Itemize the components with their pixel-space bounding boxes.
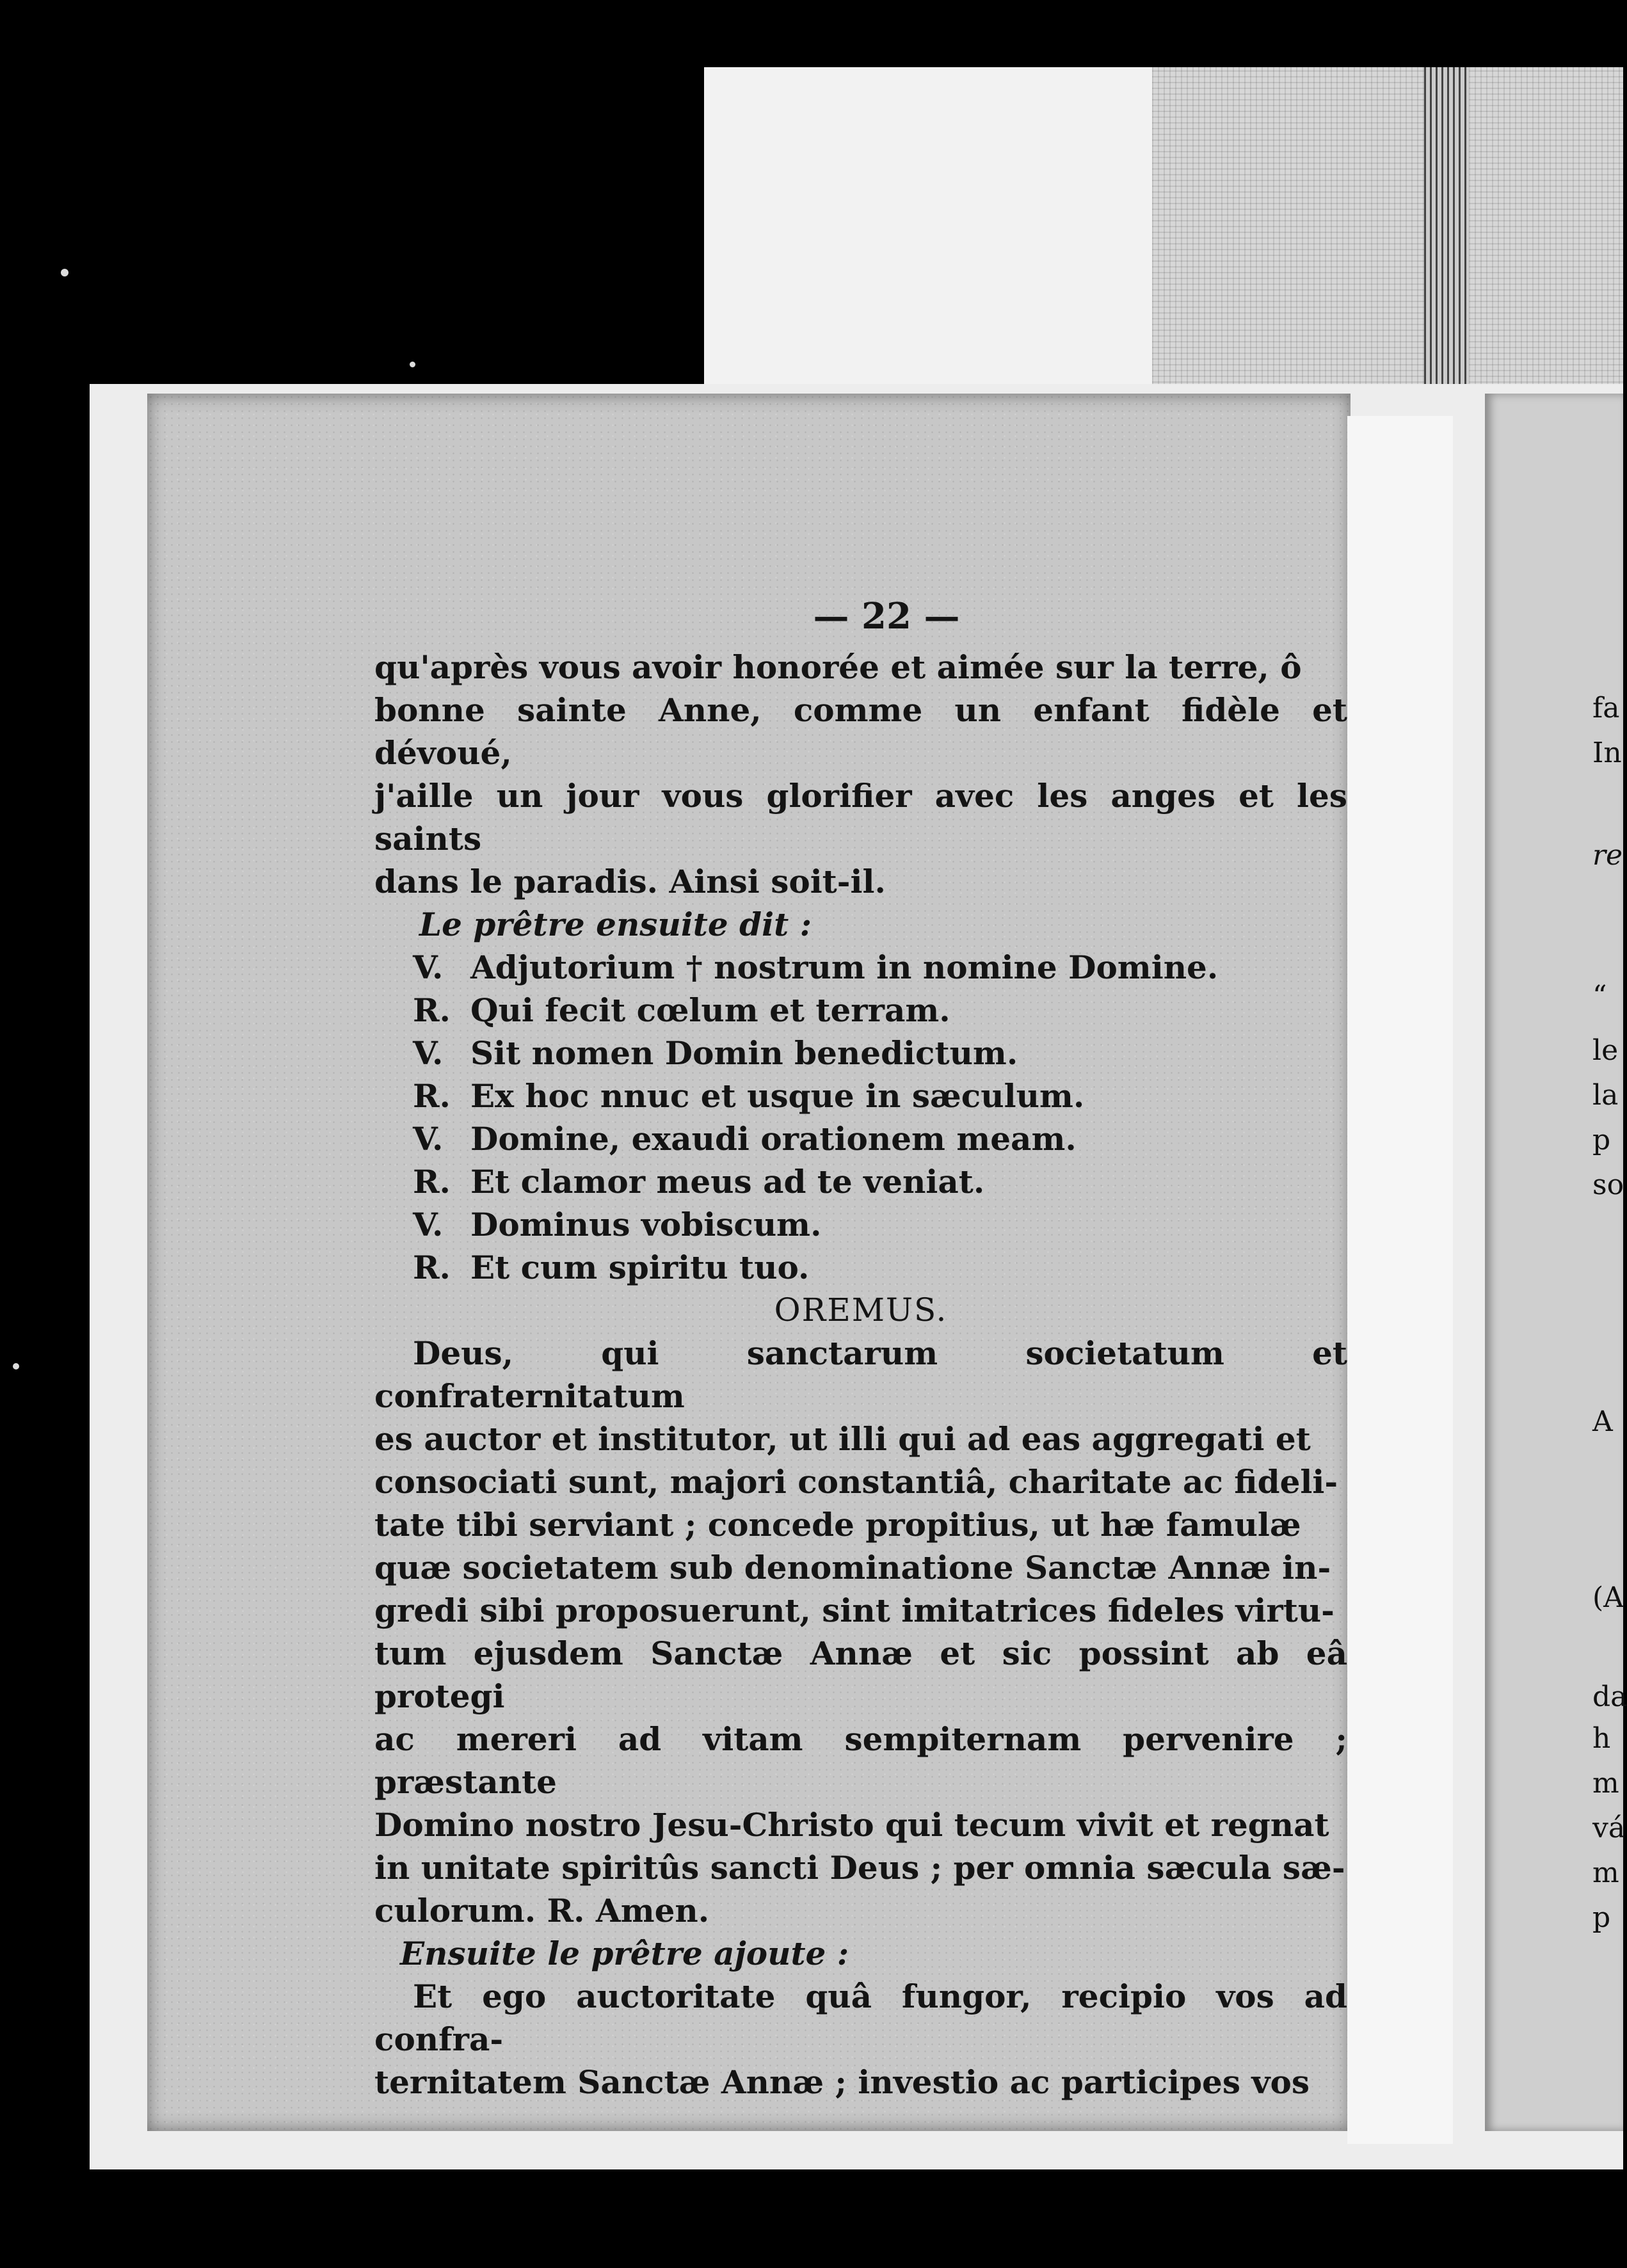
rubric: Ensuite le prêtre ajoute : xyxy=(400,1935,849,1972)
versicle-text: Qui fecit cœlum et terram. xyxy=(470,991,950,1029)
prayer-line: gredi sibi proposuerunt, sint imitatrices fideles virtu- xyxy=(374,1592,1334,1629)
adjacent-fragment: la xyxy=(1592,1079,1619,1112)
versicle-mark: V. xyxy=(413,948,444,986)
adjacent-fragment: In xyxy=(1592,737,1622,769)
adjacent-fragment: (A xyxy=(1592,1581,1624,1614)
versicle-mark: R. xyxy=(413,1163,451,1201)
adjacent-fragment: p xyxy=(1592,1124,1611,1156)
versicle-text: Et cum spiritu tuo. xyxy=(470,1249,810,1286)
versicle-text: Domine, exaudi orationem meam. xyxy=(470,1120,1077,1158)
prayer-line: in unitate spiritûs sancti Deus ; per omnia sæcula sæ- xyxy=(374,1849,1345,1887)
adjacent-fragment: m xyxy=(1592,1857,1619,1889)
binding-fold xyxy=(1424,67,1469,400)
versicle-line xyxy=(413,1246,1347,1289)
text-line: j'aille un jour vous glorifier avec les anges et les saints xyxy=(374,777,1347,858)
versicle-mark: V. xyxy=(413,1206,444,1243)
adjacent-fragment: A xyxy=(1592,1405,1613,1438)
dust-speck xyxy=(13,1363,19,1370)
versicle-line xyxy=(413,946,1347,989)
prayer-line: ac mereri ad vitam sempiternam pervenire ; præstante xyxy=(374,1720,1347,1801)
prayer-line: tate tibi serviant ; concede propitius, ut hæ famulæ xyxy=(374,1506,1301,1544)
text-line: qu'après vous avoir honorée et aimée sur la terre, ô xyxy=(374,648,1302,686)
adjacent-fragment: so xyxy=(1592,1169,1624,1201)
adjacent-fragment: m xyxy=(1592,1767,1619,1800)
gutter-strip xyxy=(1347,416,1453,2144)
versicle-text: Et clamor meus ad te veniat. xyxy=(470,1163,985,1201)
versicle-line xyxy=(413,989,1347,1032)
versicle-line xyxy=(413,1032,1347,1074)
adjacent-fragment: h xyxy=(1592,1722,1611,1755)
text-line: ternitatem Sanctæ Annæ ; investio ac participes vos xyxy=(374,2063,1310,2101)
adjacent-fragment: vá xyxy=(1592,1812,1626,1844)
versicle-text: Ex hoc nnuc et usque in sæculum. xyxy=(470,1077,1085,1115)
versicle-mark: R. xyxy=(413,1077,451,1115)
text-line: Et ego auctoritate quâ fungor, recipio vos ad confra- xyxy=(374,1977,1347,2058)
versicle-line xyxy=(413,1117,1347,1160)
adjacent-fragment: “ xyxy=(1592,980,1607,1012)
dust-speck xyxy=(410,362,415,367)
prayer-line: quæ societatem sub denominatione Sanctæ Annæ in- xyxy=(374,1549,1331,1586)
rubric: Le prêtre ensuite dit : xyxy=(419,906,812,943)
prayer-line: consociati sunt, majori constantiâ, charitate ac fideli- xyxy=(374,1463,1338,1501)
versicle-mark: R. xyxy=(413,991,451,1029)
versicle-line xyxy=(413,1160,1347,1203)
cloth-binding-texture xyxy=(1152,67,1623,400)
versicle-mark: V. xyxy=(413,1120,444,1158)
prayer-line: tum ejusdem Sanctæ Annæ et sic possint ab eâ protegi xyxy=(374,1634,1347,1715)
prayer-line: culorum. R. Amen. xyxy=(374,1892,710,1929)
text-line: bonne sainte Anne, comme un enfant fidèle et dévoué, xyxy=(374,691,1347,772)
adjacent-fragment: re xyxy=(1592,839,1623,872)
versicle-line xyxy=(413,1074,1347,1117)
adjacent-fragment: le xyxy=(1592,1034,1619,1067)
section-heading: OREMUS. xyxy=(774,1291,948,1329)
prayer-line: Deus, qui sanctarum societatum et confraternitatum xyxy=(374,1334,1347,1415)
adjacent-fragment: p xyxy=(1592,1901,1611,1934)
adjacent-fragment: fa xyxy=(1592,692,1620,724)
adjacent-fragment: da xyxy=(1592,1681,1627,1713)
versicle-line xyxy=(413,1203,1347,1246)
versicle-text: Sit nomen Domin benedictum. xyxy=(470,1034,1018,1072)
versicle-text: Dominus vobiscum. xyxy=(470,1206,822,1243)
prayer-line: Domino nostro Jesu-Christo qui tecum vivit et regnat xyxy=(374,1806,1329,1844)
page-text-block xyxy=(374,595,1347,2104)
dust-speck xyxy=(61,269,68,276)
versicle-text: Adjutorium † nostrum in nomine Domine. xyxy=(470,948,1219,986)
versicle-mark: V. xyxy=(413,1034,444,1072)
adjacent-page xyxy=(1485,394,1627,2131)
prayer-line: es auctor et institutor, ut illi qui ad eas aggregati et xyxy=(374,1420,1311,1458)
text-line: dans le paradis. Ainsi soit-il. xyxy=(374,863,886,900)
page-number: — 22 — xyxy=(813,595,960,637)
versicle-mark: R. xyxy=(413,1249,451,1286)
